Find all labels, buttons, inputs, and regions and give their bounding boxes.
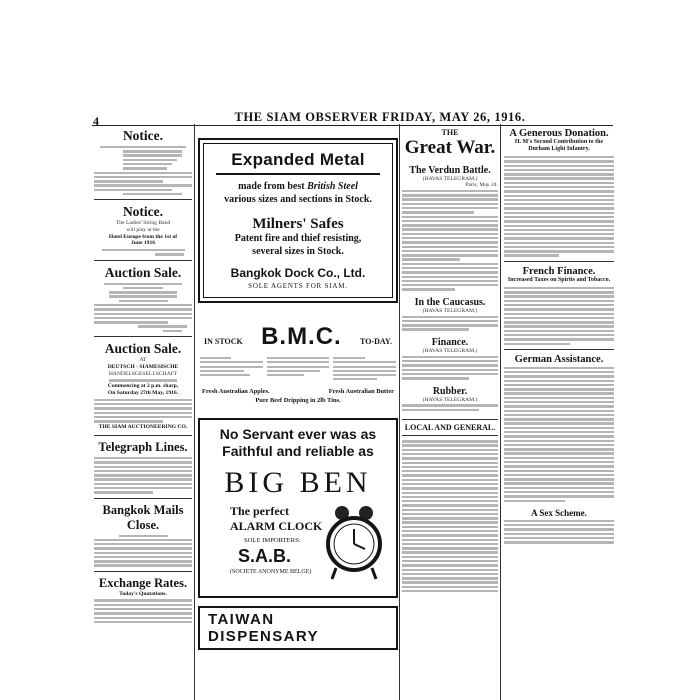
ad-title: BIG BEN (224, 466, 372, 500)
illegible-text (94, 457, 192, 494)
ad-line: several sizes in Stock. (252, 245, 344, 257)
ad-line: No Servant ever was as (219, 426, 377, 443)
exchange-rates (94, 576, 192, 623)
illegible-text (94, 535, 192, 567)
article-subheading: H. M's Second Contribution to the Durham Light Infantry. (514, 139, 604, 152)
war-news-column (402, 124, 498, 700)
bmc-today: TO-DAY. (360, 337, 392, 346)
notice-line: The Ladies' String Band (115, 220, 171, 227)
illegible-text (94, 249, 192, 256)
bangkok-mails (94, 503, 192, 567)
ad-line: made from best (238, 181, 305, 192)
illegible-text (94, 146, 192, 195)
ad-title: Expanded Metal (216, 150, 380, 175)
divider (94, 498, 192, 499)
illegible-text (109, 379, 178, 381)
left-column (94, 124, 192, 700)
ad-title: Milners' Safes (252, 216, 344, 232)
ad-line: The perfect (230, 504, 289, 519)
auction-line: DEUTSCH - SIAMESISCHE (107, 363, 179, 370)
bmc-ad (198, 323, 398, 404)
illegible-text (402, 404, 498, 411)
page-number: 4 (93, 114, 99, 128)
illegible-text (504, 367, 614, 502)
auction-line: On Saturday 27th May, 1916. (107, 390, 179, 397)
ad-importers: SOLE IMPORTERS: (244, 537, 301, 545)
article-heading: Finance. (431, 336, 469, 348)
article-source: (HAVAS TELEGRAM.) (422, 176, 478, 182)
article-heading: A Generous Donation. (509, 128, 609, 139)
illegible-text (504, 287, 614, 345)
mails-heading: Bangkok Mails Close. (102, 502, 184, 532)
article-heading: The Verdun Battle. (409, 165, 491, 176)
expanded-metal-ad (198, 138, 398, 303)
illegible-text (200, 355, 396, 382)
bmc-in-stock: IN STOCK (204, 337, 243, 346)
divider (94, 571, 192, 572)
article-source: (HAVAS TELEGRAM.) (422, 347, 478, 354)
notice-heading: Notice. (122, 204, 164, 220)
ad-title: TAIWAN DISPENSARY (208, 611, 319, 646)
divider (94, 435, 192, 436)
column-rule-3 (500, 124, 501, 700)
bmc-foot-right: Fresh Australian Butter (328, 388, 394, 396)
auction-heading: Auction Sale. (104, 341, 182, 357)
ad-company: S.A.B. (238, 546, 292, 567)
taiwan-dispensary-ad (198, 606, 398, 650)
auction-line: THE SIAM AUCTIONEERING CO. (98, 424, 188, 431)
illegible-text (94, 599, 192, 623)
divider (94, 336, 192, 337)
illegible-text (402, 190, 498, 291)
article-date: Paris, May 24. (465, 182, 498, 188)
column-rule-2 (399, 124, 400, 700)
article-subheading: Increased Taxes on Spirits and Tobacco. (507, 276, 611, 283)
article-heading: French Finance. (522, 265, 596, 277)
divider (94, 260, 192, 261)
ad-line: Patent fire and thief resisting, (234, 233, 362, 244)
advertisement-column (198, 124, 398, 700)
illegible-text (504, 520, 614, 544)
illegible-text (402, 316, 498, 331)
notice-line: June 1916 (130, 240, 156, 247)
article-source: (HAVAS TELEGRAM.) (422, 307, 478, 314)
ad-agents: SOLE AGENTS FOR SIAM. (248, 282, 348, 290)
illegible-text (402, 356, 498, 380)
alarm-clock-icon (322, 504, 386, 582)
auction-heading: Auction Sale. (104, 264, 182, 280)
column-rule-1 (194, 124, 195, 700)
big-ben-ad (198, 418, 398, 598)
ad-company: Bangkok Dock Co., Ltd. (230, 266, 366, 280)
article-heading: A Sex Scheme. (531, 507, 587, 518)
exchange-heading: Exchange Rates. (98, 575, 188, 590)
section-kicker: THE (441, 128, 459, 137)
notice-heading: Notice. (122, 128, 164, 143)
ad-line: various sizes and sections in Stock. (224, 193, 372, 205)
illegible-text (402, 440, 498, 592)
exchange-subheading: Today's Quotations. (119, 590, 167, 597)
telegraph-heading: Telegraph Lines. (98, 440, 188, 455)
article-source: (HAVAS TELEGRAM.) (422, 396, 478, 403)
telegraph-lines (94, 440, 192, 494)
notice-2 (94, 204, 192, 255)
divider (504, 349, 614, 350)
auction-sale-2 (94, 341, 192, 431)
local-and-general-heading: LOCAL AND GENERAL. (402, 419, 498, 436)
ad-line: Faithful and reliable as (222, 443, 374, 460)
divider (94, 199, 192, 200)
auction-line: AT (139, 357, 147, 364)
right-column (504, 124, 614, 700)
auction-line: Commencing at 2 p.m. sharp, (107, 383, 179, 390)
ad-company-sub: (SOCIETE ANONYME BELGE) (230, 569, 312, 576)
section-title: Great War. (404, 137, 496, 158)
ad-line: ALARM CLOCK (230, 519, 323, 534)
divider (504, 261, 614, 262)
masthead: THE SIAM OBSERVER FRIDAY, MAY 26, 1916. (234, 110, 526, 124)
bmc-title: B.M.C. (261, 323, 342, 350)
illegible-text (504, 156, 614, 257)
notice-line: Hotel Europe from the 1st of (108, 233, 178, 240)
auction-line: HANDELSGESELLSCHAFT (108, 370, 178, 377)
illegible-text (94, 399, 192, 423)
illegible-text (94, 283, 192, 332)
bmc-foot-mid: Pure Beef Dripping in 2lb Tins. (255, 397, 341, 405)
article-heading: In the Caucasus. (414, 296, 486, 308)
auction-sale-1 (94, 265, 192, 332)
bmc-foot-left: Fresh Australian Apples. (202, 388, 270, 396)
notice-line: will play at the (126, 227, 160, 234)
article-heading: Rubber. (432, 385, 468, 397)
notice-1 (94, 128, 192, 195)
ad-emphasis: British Steel (307, 181, 358, 192)
article-heading: German Assistance. (514, 353, 604, 365)
